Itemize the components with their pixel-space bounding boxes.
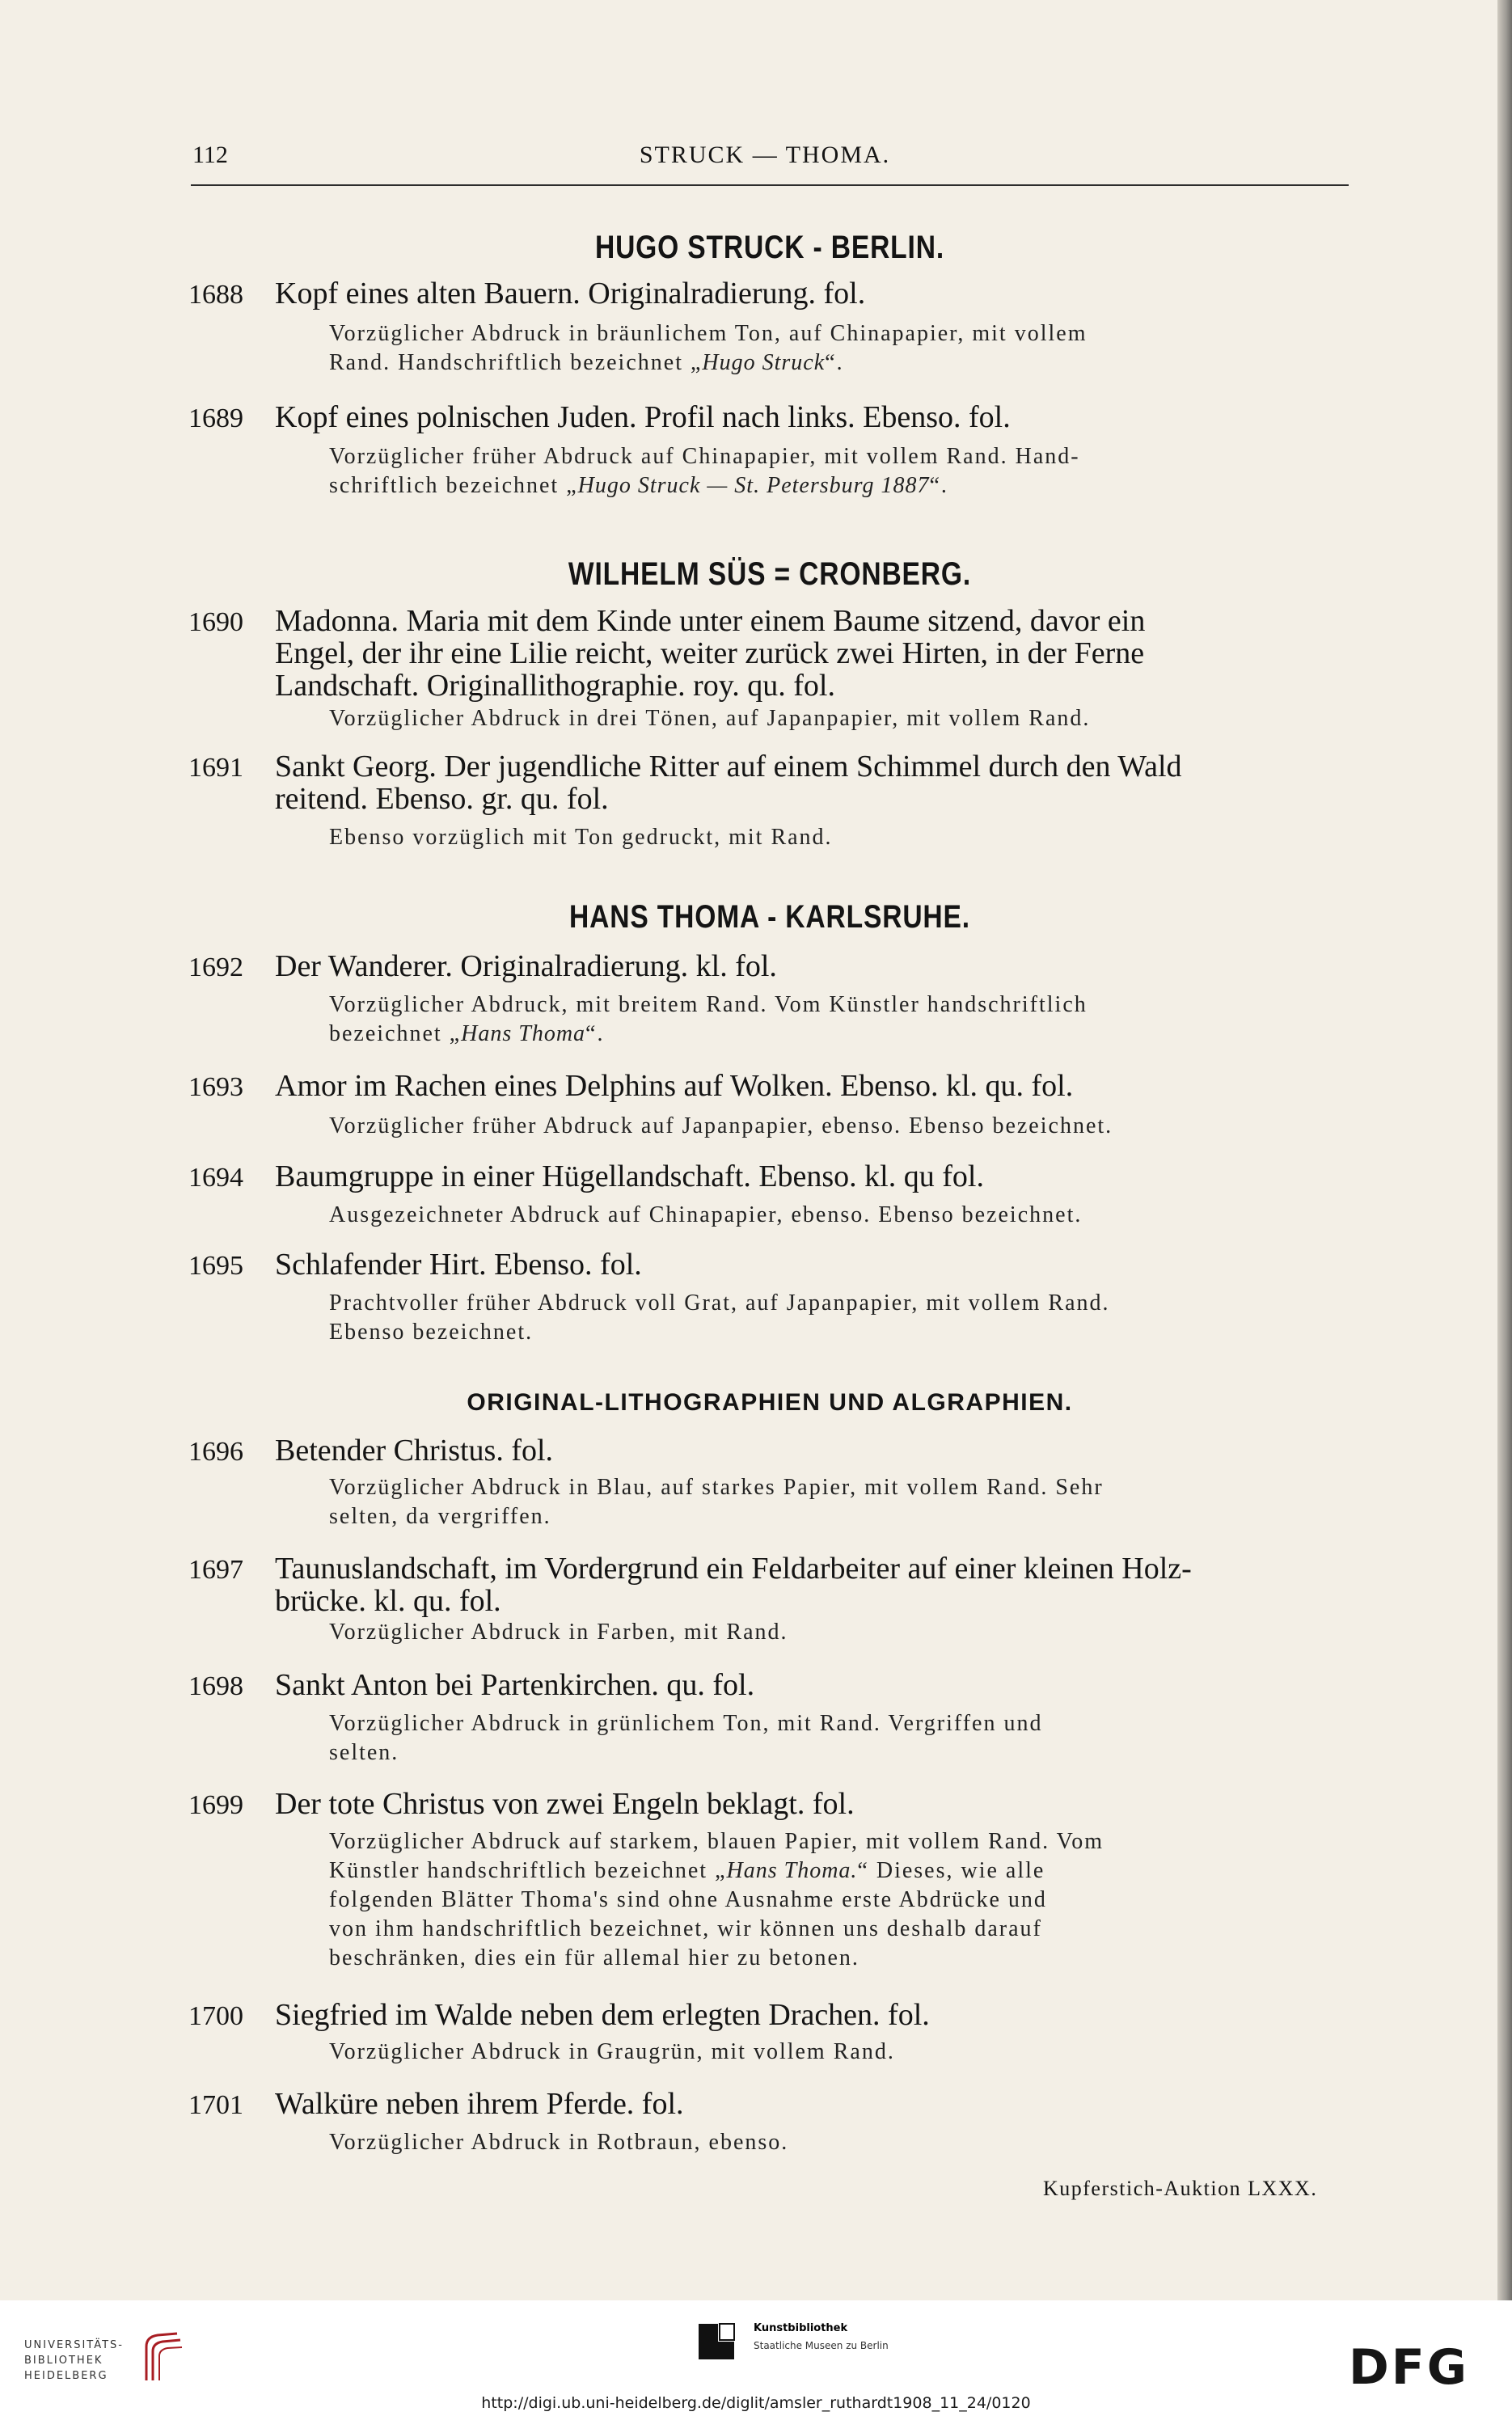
section-heading-sues: WILHELM SÜS = CRONBERG. (568, 556, 972, 592)
lot-title: Amor im Rachen eines Delphins auf Wolken. Ebenso. kl. qu. fol. (275, 1069, 1074, 1103)
lot-number: 1699 (188, 1790, 243, 1820)
page-number: 112 (192, 141, 228, 168)
lot-number: 1693 (188, 1072, 243, 1102)
lot-note: Vorzüglicher früher Abdruck auf Japanpapier, ebenso. Ebenso bezeichnet. (329, 1113, 1113, 1138)
permalink-url[interactable]: http://digi.ub.uni-heidelberg.de/diglit/amsler_ruthardt1908_11_24/0120 (481, 2394, 1031, 2412)
lot-number: 1690 (188, 607, 243, 637)
lot-title: Sankt Anton bei Partenkirchen. qu. fol. (275, 1668, 755, 1702)
lot-note: Ausgezeichneter Abdruck auf Chinapapier, ebenso. Ebenso bezeichnet. (329, 1202, 1083, 1227)
lot-note: Vorzüglicher Abdruck in Graugrün, mit vollem Rand. (329, 2039, 895, 2064)
lot-number: 1697 (188, 1555, 243, 1585)
lot-number: 1691 (188, 753, 243, 783)
lot-title: Betender Christus. fol. (275, 1434, 554, 1468)
lot-title: Schlafender Hirt. Ebenso. fol. (275, 1248, 642, 1282)
university-library-label: UNIVERSITÄTS- BIBLIOTHEK HEIDELBERG (24, 2339, 124, 2382)
lot-title: Taunuslandschaft, im Vordergrund ein Feldarbeiter auf einer kleinen Holz- brücke. kl. qu. fol. (275, 1552, 1192, 1618)
lot-title: Walküre neben ihrem Pferde. fol. (275, 2087, 684, 2121)
lot-note: Vorzüglicher Abdruck in Rotbraun, ebenso. (329, 2130, 789, 2155)
lot-title: Madonna. Maria mit dem Kinde unter einem Baume sitzend, davor ein Engel, der ihr eine Lilie reicht, weiter zurück zwei Hirten, in der Ferne Landschaft. Originallithographie. roy. qu. fol. (275, 604, 1146, 703)
lot-title: Siegfried im Walde neben dem erlegten Drachen. fol. (275, 1998, 930, 2032)
lot-number: 1688 (188, 280, 243, 310)
catalog-signature: Kupferstich-Auktion LXXX. (1043, 2177, 1318, 2200)
lot-title: Der tote Christus von zwei Engeln beklagt. fol. (275, 1787, 855, 1821)
lot-number: 1695 (188, 1251, 243, 1281)
section-heading-thoma: HANS THOMA - KARLSRUHE. (569, 899, 970, 935)
university-library-logo-icon (141, 2332, 184, 2384)
lot-note: Vorzüglicher Abdruck in Farben, mit Rand. (329, 1620, 788, 1645)
lot-note: Vorzüglicher Abdruck auf starkem, blauen Papier, mit vollem Rand. Vom Künstler handschriftlich bezeichnet „Hans Thoma.“ Dieses, wie alle folgenden Blätter Thoma's sind ohne Ausnahme erste Abdrücke und von ihm handschriftlich bezeichnet, wir können uns deshalb darauf beschränken, dies ein für allemal hier zu betonen. (329, 1829, 1104, 1970)
lot-note: Prachtvoller früher Abdruck voll Grat, auf Japanpapier, mit vollem Rand. Ebenso bezeichnet. (329, 1290, 1110, 1345)
lot-note: Vorzüglicher Abdruck in bräunlichem Ton, auf Chinapapier, mit vollem Rand. Handschriftlich bezeichnet „Hugo Struck“. (329, 321, 1088, 375)
header-rule (191, 184, 1349, 186)
lot-title: Kopf eines polnischen Juden. Profil nach links. Ebenso. fol. (275, 400, 1011, 434)
lot-note: Vorzüglicher Abdruck, mit breitem Rand. Vom Künstler handschriftlich bezeichnet „Hans Thoma“. (329, 992, 1088, 1046)
lot-number: 1696 (188, 1437, 243, 1467)
kunstbibliothek-logo-icon (695, 2321, 744, 2369)
running-title: STRUCK — THOMA. (639, 141, 891, 168)
lot-title: Der Wanderer. Originalradierung. kl. fol. (275, 949, 777, 983)
library-name: Kunstbibliothek (754, 2322, 848, 2334)
lot-title: Kopf eines alten Bauern. Originalradierung. fol. (275, 277, 866, 310)
lot-number: 1700 (188, 2001, 243, 2031)
section-heading-lithographs: ORIGINAL-LITHOGRAPHIEN UND ALGRAPHIEN. (467, 1389, 1073, 1416)
lot-number: 1701 (188, 2090, 243, 2120)
lot-number: 1689 (188, 403, 243, 433)
lot-number: 1692 (188, 952, 243, 982)
lot-title: Baumgruppe in einer Hügellandschaft. Ebenso. kl. qu fol. (275, 1159, 984, 1193)
lot-title: Sankt Georg. Der jugendliche Ritter auf einem Schimmel durch den Wald reitend. Ebenso. gr. qu. fol. (275, 750, 1182, 816)
lot-note: Vorzüglicher Abdruck in grünlichem Ton, mit Rand. Vergriffen und selten. (329, 1711, 1043, 1765)
library-subtitle: Staatliche Museen zu Berlin (754, 2340, 889, 2351)
lot-number: 1694 (188, 1163, 243, 1193)
lot-note: Ebenso vorzüglich mit Ton gedruckt, mit Rand. (329, 825, 833, 850)
lot-note: Vorzüglicher Abdruck in drei Tönen, auf Japanpapier, mit vollem Rand. (329, 706, 1091, 731)
section-heading-struck: HUGO STRUCK - BERLIN. (594, 230, 945, 265)
lot-number: 1698 (188, 1671, 243, 1701)
lot-note: Vorzüglicher Abdruck in Blau, auf starkes Papier, mit vollem Rand. Sehr selten, da vergriffen. (329, 1475, 1104, 1529)
lot-note: Vorzüglicher früher Abdruck auf Chinapapier, mit vollem Rand. Hand- schriftlich bezeichnet „Hugo Struck — St. Petersburg 1887“. (329, 444, 1080, 498)
page-edge-shadow (1497, 0, 1512, 2300)
dfg-logo: DFG (1349, 2339, 1470, 2396)
